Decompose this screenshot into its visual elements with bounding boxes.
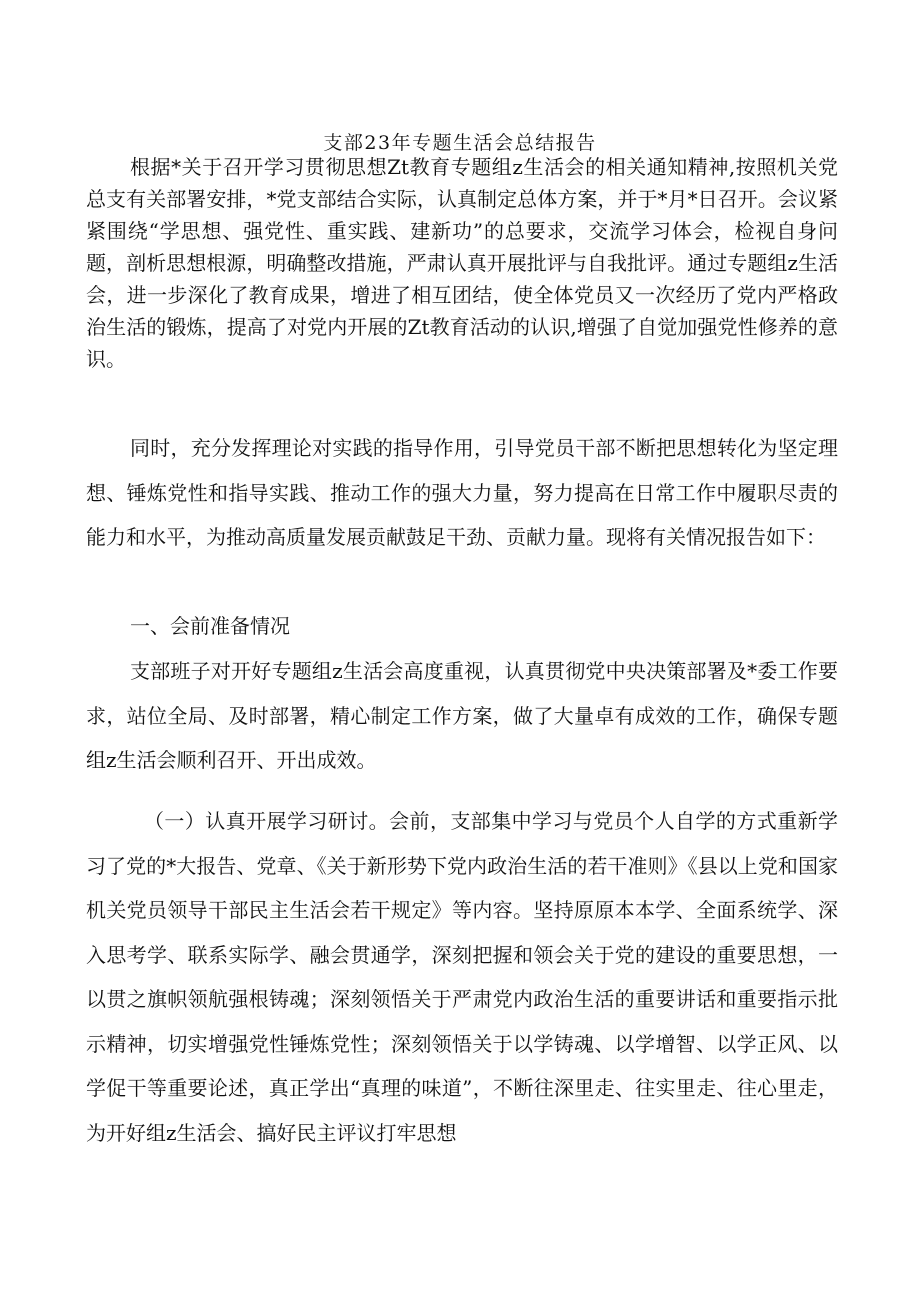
preparation-paragraph: 支部班子对开好专题组z生活会高度重视，认真贯彻党中央决策部署及*委工作要求，站位全局、及时部署，精心制定工作方案，做了大量卓有成效的工作，确保专题组z生活会顺利召开、开出成效。 [86, 659, 838, 772]
meanwhile-paragraph: 同时，充分发挥理论对实践的指导作用，引导党员干部不断把思想转化为坚定理想、锤炼党性和指导实践、推动工作的强大力量，努力提高在日常工作中履职尽责的能力和水平，为推动高质量发展贡献鼓足干劲、贡献力量。现将有关情况报告如下： [86, 436, 838, 549]
intro-paragraph: 根据*关于召开学习贯彻思想Zt教育专题组z生活会的相关通知精神,按照机关党总支有关部署安排，*党支部结合实际，认真制定总体方案，并于*月*日召开。会议紧紧围绕“学思想、强党性、重实践、建新功”的总要求，交流学习体会，检视自身问题，剖析思想根源，明确整改措施，严肃认真开展批评与自我批评。通过专题组z生活会，进一步深化了教育成果，增进了相互团结，使全体党员又一次经历了党内严格政治生活的锻炼，提高了对党内开展的Zt教育活动的认识,增强了自觉加强党性修养的意识。 [86, 155, 838, 371]
study-discussion-paragraph: （一）认真开展学习研讨。会前，支部集中学习与党员个人自学的方式重新学习了党的*大报告、党章、《关于新形势下党内政治生活的若干准则》《县以上党和国家机关党员领导干部民主生活会若干规定》等内容。坚持原原本本学、全面系统学、深入思考学、联系实际学、融会贯通学，深刻把握和领会关于党的建设的重要思想，一以贯之旗帜领航强根铸魂；深刻领悟关于严肃党内政治生活的重要讲话和重要指示批示精神，切实增强党性锤炼党性；深刻领悟关于以学铸魂、以学增智、以学正风、以学促干等重要论述，真正学出“真理的味道”，不断往深里走、往实里走、往心里走，为开好组z生活会、搞好民主评议打牢思想 [86, 809, 838, 1145]
document-title: 支部23年专题生活会总结报告 [323, 132, 597, 154]
section-heading-preparation: 一、会前准备情况 [130, 614, 290, 638]
